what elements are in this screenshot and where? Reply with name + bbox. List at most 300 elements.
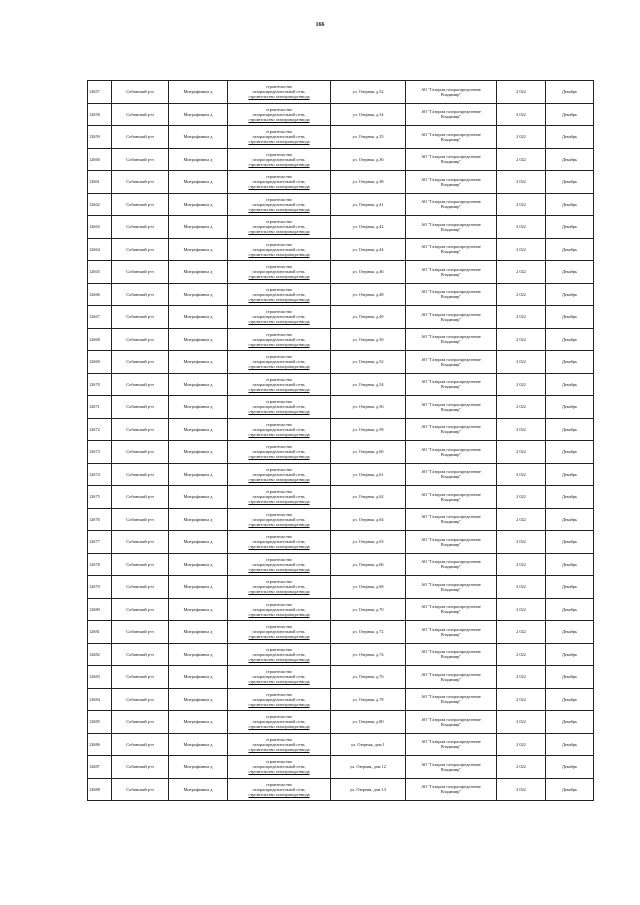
org-line: АО "Газпром газораспределение xyxy=(421,716,481,722)
village-cell: Митрофаниха д xyxy=(169,396,228,419)
registry-table-body xyxy=(88,81,594,801)
work-line: строительство газопровода-ввода xyxy=(248,341,310,347)
year-cell: 2 022 xyxy=(497,328,546,351)
work-line: строительство xyxy=(265,556,293,562)
district-cell: Собинский р-н xyxy=(112,81,169,104)
table-row xyxy=(88,463,594,486)
work-line: газораспределительной сети, xyxy=(252,179,306,185)
month-cell: Декабрь xyxy=(546,306,594,329)
street-cell: ул. Озерная, д.41 xyxy=(331,193,406,216)
org-cell xyxy=(406,756,497,779)
district-cell: Собинский р-н xyxy=(112,103,169,126)
work-cell xyxy=(228,621,331,644)
village-cell: Митрофаниха д xyxy=(169,283,228,306)
village-cell: Митрофаниха д xyxy=(169,531,228,554)
month-cell: Декабрь xyxy=(546,688,594,711)
org-line: АО "Газпром газораспределение xyxy=(421,334,481,340)
work-line: строительство xyxy=(265,534,293,540)
table-row xyxy=(88,283,594,306)
row-id: 12671 xyxy=(88,396,112,419)
row-id: 12687 xyxy=(88,756,112,779)
month-cell: Декабрь xyxy=(546,351,594,374)
org-line: Владимир" xyxy=(440,766,462,772)
org-line: Владимир" xyxy=(440,316,462,322)
month-cell: Декабрь xyxy=(546,373,594,396)
work-line: газораспределительной сети, xyxy=(252,561,306,567)
work-line: газораспределительной сети, xyxy=(252,291,306,297)
org-line: АО "Газпром газораспределение xyxy=(421,176,481,182)
work-line: строительство газопровода-ввода xyxy=(248,589,310,595)
month-cell: Декабрь xyxy=(546,756,594,779)
street-cell: ул. Озерная, д.76 xyxy=(331,666,406,689)
table-row xyxy=(88,441,594,464)
registry-table xyxy=(87,80,594,801)
district-cell: Собинский р-н xyxy=(112,418,169,441)
work-line: строительство xyxy=(265,714,293,720)
org-line: Владимир" xyxy=(440,226,462,232)
village-cell: Митрофаниха д xyxy=(169,148,228,171)
work-cell xyxy=(228,553,331,576)
month-cell: Декабрь xyxy=(546,81,594,104)
work-cell xyxy=(228,351,331,374)
work-line: газораспределительной сети, xyxy=(252,246,306,252)
work-line: строительство газопровода-ввода xyxy=(248,521,310,527)
district-cell: Собинский р-н xyxy=(112,261,169,284)
work-line: газораспределительной сети, xyxy=(252,786,306,792)
table-row xyxy=(88,553,594,576)
district-cell: Собинский р-н xyxy=(112,621,169,644)
district-cell: Собинский р-н xyxy=(112,283,169,306)
village-cell: Митрофаниха д xyxy=(169,126,228,149)
village-cell: Митрофаниха д xyxy=(169,171,228,194)
org-cell xyxy=(406,553,497,576)
table-row xyxy=(88,238,594,261)
work-line: строительство xyxy=(265,781,293,787)
org-line: АО "Газпром газораспределение xyxy=(421,154,481,160)
work-line: строительство xyxy=(265,106,293,112)
work-line: строительство газопровода-ввода xyxy=(248,724,310,730)
table-row xyxy=(88,103,594,126)
org-line: Владимир" xyxy=(440,564,462,570)
table-row xyxy=(88,148,594,171)
work-cell xyxy=(228,778,331,801)
work-line: строительство xyxy=(265,286,293,292)
work-line: газораспределительной сети, xyxy=(252,516,306,522)
work-line: газораспределительной сети, xyxy=(252,89,306,95)
table-row xyxy=(88,688,594,711)
district-cell: Собинский р-н xyxy=(112,171,169,194)
org-cell xyxy=(406,598,497,621)
work-line: строительство xyxy=(265,151,293,157)
village-cell: Митрофаниха д xyxy=(169,418,228,441)
street-cell: ул. Озерная, д.61 xyxy=(331,463,406,486)
org-line: АО "Газпром газораспределение xyxy=(421,244,481,250)
work-line: газораспределительной сети, xyxy=(252,629,306,635)
year-cell: 2 022 xyxy=(497,508,546,531)
row-id: 12674 xyxy=(88,463,112,486)
work-line: строительство газопровода-ввода xyxy=(248,386,310,392)
work-line: строительство газопровода-ввода xyxy=(248,161,310,167)
work-line: газораспределительной сети, xyxy=(252,584,306,590)
village-cell: Митрофаниха д xyxy=(169,441,228,464)
village-cell: Митрофаниха д xyxy=(169,351,228,374)
village-cell: Митрофаниха д xyxy=(169,463,228,486)
row-id: 12661 xyxy=(88,171,112,194)
table-row xyxy=(88,598,594,621)
village-cell: Митрофаниха д xyxy=(169,508,228,531)
org-cell xyxy=(406,396,497,419)
table-row xyxy=(88,576,594,599)
district-cell: Собинский р-н xyxy=(112,553,169,576)
year-cell: 2 022 xyxy=(497,126,546,149)
org-line: Владимир" xyxy=(440,339,462,345)
table-row xyxy=(88,171,594,194)
org-line: АО "Газпром газораспределение xyxy=(421,581,481,587)
row-id: 12667 xyxy=(88,306,112,329)
row-id: 12668 xyxy=(88,328,112,351)
org-line: АО "Газпром газораспределение xyxy=(421,86,481,92)
village-cell: Митрофаниха д xyxy=(169,711,228,734)
row-id: 12663 xyxy=(88,216,112,239)
org-cell xyxy=(406,508,497,531)
row-id: 12657 xyxy=(88,81,112,104)
year-cell: 2 022 xyxy=(497,688,546,711)
org-line: АО "Газпром газораспределение xyxy=(421,559,481,565)
org-cell xyxy=(406,328,497,351)
work-cell xyxy=(228,216,331,239)
org-line: Владимир" xyxy=(440,721,462,727)
work-line: строительство газопровода-ввода xyxy=(248,296,310,302)
year-cell: 2 022 xyxy=(497,238,546,261)
district-cell: Собинский р-н xyxy=(112,688,169,711)
org-cell xyxy=(406,666,497,689)
work-line: строительство xyxy=(265,579,293,585)
table-row xyxy=(88,418,594,441)
year-cell: 2 022 xyxy=(497,778,546,801)
org-cell xyxy=(406,216,497,239)
district-cell: Собинский р-н xyxy=(112,576,169,599)
table-row xyxy=(88,126,594,149)
org-line: Владимир" xyxy=(440,789,462,795)
district-cell: Собинский р-н xyxy=(112,733,169,756)
work-cell xyxy=(228,486,331,509)
street-cell: ул. Озерная, д.50 xyxy=(331,328,406,351)
village-cell: Митрофаниха д xyxy=(169,81,228,104)
village-cell: Митрофаниха д xyxy=(169,103,228,126)
table-row xyxy=(88,508,594,531)
year-cell: 2 022 xyxy=(497,103,546,126)
org-cell xyxy=(406,81,497,104)
work-cell xyxy=(228,306,331,329)
org-line: АО "Газпром газораспределение xyxy=(421,131,481,137)
work-line: строительство газопровода-ввода xyxy=(248,206,310,212)
street-cell: ул. Озерная, д.72 xyxy=(331,621,406,644)
street-cell: ул. Озерная, д.64 xyxy=(331,508,406,531)
org-cell xyxy=(406,283,497,306)
village-cell: Митрофаниха д xyxy=(169,373,228,396)
village-cell: Митрофаниха д xyxy=(169,238,228,261)
village-cell: Митрофаниха д xyxy=(169,778,228,801)
org-line: Владимир" xyxy=(440,294,462,300)
row-id: 12678 xyxy=(88,553,112,576)
village-cell: Митрофаниха д xyxy=(169,486,228,509)
year-cell: 2 022 xyxy=(497,81,546,104)
org-line: АО "Газпром газораспределение xyxy=(421,604,481,610)
row-id: 12665 xyxy=(88,261,112,284)
work-cell xyxy=(228,81,331,104)
org-line: АО "Газпром газораспределение xyxy=(421,626,481,632)
district-cell: Собинский р-н xyxy=(112,328,169,351)
village-cell: Митрофаниха д xyxy=(169,643,228,666)
work-line: строительство xyxy=(265,669,293,675)
work-line: газораспределительной сети, xyxy=(252,606,306,612)
village-cell: Митрофаниха д xyxy=(169,216,228,239)
work-line: газораспределительной сети, xyxy=(252,674,306,680)
row-id: 12680 xyxy=(88,598,112,621)
work-line: газораспределительной сети, xyxy=(252,449,306,455)
street-cell: ул. Озерная, дом 1 xyxy=(331,733,406,756)
row-id: 12670 xyxy=(88,373,112,396)
row-id: 12672 xyxy=(88,418,112,441)
work-line: строительство xyxy=(265,264,293,270)
org-line: АО "Газпром газораспределение xyxy=(421,424,481,430)
work-cell xyxy=(228,148,331,171)
org-cell xyxy=(406,441,497,464)
work-cell xyxy=(228,103,331,126)
org-line: Владимир" xyxy=(440,699,462,705)
district-cell: Собинский р-н xyxy=(112,441,169,464)
street-cell: ул. Озерная, д.60 xyxy=(331,441,406,464)
org-line: Владимир" xyxy=(440,136,462,142)
row-id: 12686 xyxy=(88,733,112,756)
district-cell: Собинский р-н xyxy=(112,756,169,779)
street-cell: ул. Озерная, д.56 xyxy=(331,396,406,419)
org-line: Владимир" xyxy=(440,181,462,187)
work-line: газораспределительной сети, xyxy=(252,719,306,725)
work-line: газораспределительной сети, xyxy=(252,336,306,342)
org-line: АО "Газпром газораспределение xyxy=(421,469,481,475)
district-cell: Собинский р-н xyxy=(112,396,169,419)
work-line: строительство газопровода-ввода xyxy=(248,139,310,145)
work-cell xyxy=(228,328,331,351)
district-cell: Собинский р-н xyxy=(112,711,169,734)
month-cell: Декабрь xyxy=(546,171,594,194)
district-cell: Собинский р-н xyxy=(112,238,169,261)
year-cell: 2 022 xyxy=(497,261,546,284)
village-cell: Митрофаниха д xyxy=(169,328,228,351)
work-cell xyxy=(228,666,331,689)
year-cell: 2 022 xyxy=(497,283,546,306)
table-row xyxy=(88,216,594,239)
month-cell: Декабрь xyxy=(546,283,594,306)
work-line: строительство газопровода-ввода xyxy=(248,431,310,437)
table-row xyxy=(88,733,594,756)
org-line: АО "Газпром газораспределение xyxy=(421,401,481,407)
village-cell: Митрофаниха д xyxy=(169,576,228,599)
table-row xyxy=(88,351,594,374)
work-line: строительство газопровода-ввода xyxy=(248,679,310,685)
year-cell: 2 022 xyxy=(497,531,546,554)
work-line: строительство xyxy=(265,129,293,135)
table-row xyxy=(88,756,594,779)
month-cell: Декабрь xyxy=(546,778,594,801)
street-cell: ул. Озерная, д.70 xyxy=(331,598,406,621)
work-line: строительство газопровода-ввода xyxy=(248,611,310,617)
work-line: строительство xyxy=(265,399,293,405)
row-id: 12673 xyxy=(88,441,112,464)
work-line: газораспределительной сети, xyxy=(252,494,306,500)
org-line: Владимир" xyxy=(440,586,462,592)
work-line: строительство газопровода-ввода xyxy=(248,566,310,572)
year-cell: 2 022 xyxy=(497,666,546,689)
org-cell xyxy=(406,463,497,486)
org-line: АО "Газпром газораспределение xyxy=(421,514,481,520)
table-row xyxy=(88,81,594,104)
street-cell: ул. Озерная, д.34 xyxy=(331,103,406,126)
district-cell: Собинский р-н xyxy=(112,351,169,374)
org-line: Владимир" xyxy=(440,654,462,660)
work-cell xyxy=(228,171,331,194)
work-line: строительство xyxy=(265,601,293,607)
work-line: строительство xyxy=(265,421,293,427)
org-line: Владимир" xyxy=(440,204,462,210)
org-line: АО "Газпром газораспределение xyxy=(421,491,481,497)
work-line: строительство газопровода-ввода xyxy=(248,499,310,505)
village-cell: Митрофаниха д xyxy=(169,193,228,216)
street-cell: ул. Озерная, д.68 xyxy=(331,576,406,599)
org-line: АО "Газпром газораспределение xyxy=(421,221,481,227)
work-line: строительство xyxy=(265,174,293,180)
table-row xyxy=(88,328,594,351)
work-line: строительство xyxy=(265,331,293,337)
org-line: АО "Газпром газораспределение xyxy=(421,446,481,452)
work-cell xyxy=(228,711,331,734)
street-cell: ул. Озерная, д.62 xyxy=(331,486,406,509)
work-line: газораспределительной сети, xyxy=(252,224,306,230)
year-cell: 2 022 xyxy=(497,193,546,216)
street-cell: ул. Озерная, д.36 xyxy=(331,148,406,171)
work-cell xyxy=(228,418,331,441)
village-cell: Митрофаниха д xyxy=(169,733,228,756)
org-line: АО "Газпром газораспределение xyxy=(421,536,481,542)
work-line: строительство xyxy=(265,736,293,742)
village-cell: Митрофаниха д xyxy=(169,666,228,689)
work-line: строительство газопровода-ввода xyxy=(248,409,310,415)
org-line: Владимир" xyxy=(440,159,462,165)
district-cell: Собинский р-н xyxy=(112,373,169,396)
month-cell: Декабрь xyxy=(546,126,594,149)
work-line: строительство xyxy=(265,624,293,630)
work-cell xyxy=(228,598,331,621)
district-cell: Собинский р-н xyxy=(112,598,169,621)
street-cell: ул. Озерная, д.74 xyxy=(331,643,406,666)
work-line: строительство газопровода-ввода xyxy=(248,746,310,752)
org-line: АО "Газпром газораспределение xyxy=(421,671,481,677)
table-row xyxy=(88,621,594,644)
village-cell: Митрофаниха д xyxy=(169,306,228,329)
table-row xyxy=(88,261,594,284)
year-cell: 2 022 xyxy=(497,643,546,666)
org-line: Владимир" xyxy=(440,744,462,750)
work-line: строительство газопровода-ввода xyxy=(248,184,310,190)
street-cell: ул. Озерная, д.54 xyxy=(331,373,406,396)
street-cell: ул. Озерная, д.35 xyxy=(331,126,406,149)
work-line: строительство газопровода-ввода xyxy=(248,454,310,460)
street-cell: ул. Озерная, д.66 xyxy=(331,553,406,576)
page-number: 166 xyxy=(315,22,325,28)
year-cell: 2 022 xyxy=(497,396,546,419)
row-id: 12677 xyxy=(88,531,112,554)
org-line: Владимир" xyxy=(440,609,462,615)
org-line: АО "Газпром газораспределение xyxy=(421,739,481,745)
work-line: строительство газопровода-ввода xyxy=(248,769,310,775)
org-cell xyxy=(406,373,497,396)
work-cell xyxy=(228,688,331,711)
month-cell: Декабрь xyxy=(546,238,594,261)
work-line: газораспределительной сети, xyxy=(252,201,306,207)
work-line: строительство газопровода-ввода xyxy=(248,476,310,482)
year-cell: 2 022 xyxy=(497,351,546,374)
org-cell xyxy=(406,778,497,801)
org-line: Владимир" xyxy=(440,429,462,435)
org-cell xyxy=(406,711,497,734)
street-cell: ул. Озерная, д.80 xyxy=(331,711,406,734)
year-cell: 2 022 xyxy=(497,441,546,464)
row-id: 12664 xyxy=(88,238,112,261)
org-line: АО "Газпром газораспределение xyxy=(421,356,481,362)
org-cell xyxy=(406,733,497,756)
work-line: строительство xyxy=(265,511,293,517)
month-cell: Декабрь xyxy=(546,103,594,126)
village-cell: Митрофаниха д xyxy=(169,688,228,711)
street-cell: ул. Озерная, дом 13 xyxy=(331,778,406,801)
district-cell: Собинский р-н xyxy=(112,193,169,216)
street-cell: ул. Озерная, д.46 xyxy=(331,261,406,284)
work-line: строительство газопровода-ввода xyxy=(248,274,310,280)
org-line: Владимир" xyxy=(440,384,462,390)
street-cell: ул. Озерная, дом 12 xyxy=(331,756,406,779)
work-line: газораспределительной сети, xyxy=(252,539,306,545)
work-cell xyxy=(228,441,331,464)
org-cell xyxy=(406,306,497,329)
work-line: газораспределительной сети, xyxy=(252,471,306,477)
month-cell: Декабрь xyxy=(546,261,594,284)
row-id: 12676 xyxy=(88,508,112,531)
org-cell xyxy=(406,148,497,171)
work-line: строительство xyxy=(265,646,293,652)
row-id: 12666 xyxy=(88,283,112,306)
work-line: строительство газопровода-ввода xyxy=(248,791,310,797)
org-cell xyxy=(406,193,497,216)
month-cell: Декабрь xyxy=(546,666,594,689)
row-id: 12682 xyxy=(88,643,112,666)
year-cell: 2 022 xyxy=(497,463,546,486)
row-id: 12658 xyxy=(88,103,112,126)
row-id: 12683 xyxy=(88,666,112,689)
row-id: 12659 xyxy=(88,126,112,149)
month-cell: Декабрь xyxy=(546,508,594,531)
org-cell xyxy=(406,171,497,194)
year-cell: 2 022 xyxy=(497,621,546,644)
work-cell xyxy=(228,238,331,261)
work-line: строительство газопровода-ввода xyxy=(248,701,310,707)
village-cell: Митрофаниха д xyxy=(169,598,228,621)
org-line: Владимир" xyxy=(440,496,462,502)
table-row xyxy=(88,306,594,329)
village-cell: Митрофаниха д xyxy=(169,756,228,779)
org-line: Владимир" xyxy=(440,474,462,480)
work-line: строительство xyxy=(265,219,293,225)
